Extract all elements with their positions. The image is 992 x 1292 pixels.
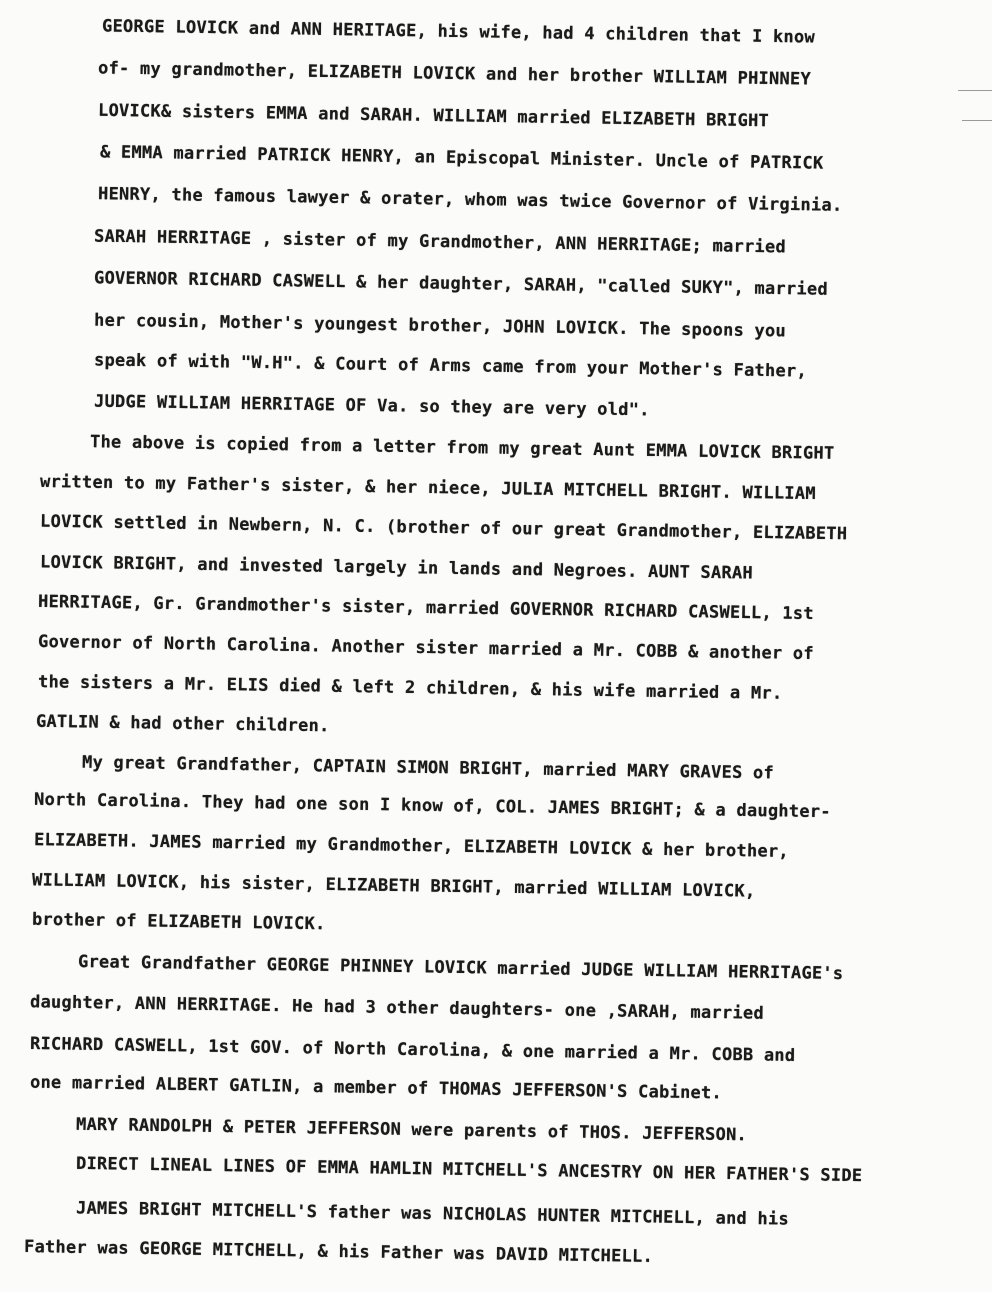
text-line: the sisters a Mr. ELIS died & left 2 children, & his wife married a Mr. [37,672,783,704]
text-line: & EMMA married PATRICK HENRY, an Episcopal Minister. Uncle of PATRICK [99,142,824,174]
text-line: GATLIN & had other children. [35,711,330,737]
text-line: My great Grandfather, CAPTAIN SIMON BRIGHT, married MARY GRAVES of [81,752,775,784]
text-line: The above is copied from a letter from my great Aunt EMMA LOVICK BRIGHT [89,432,835,464]
text-line: DIRECT LINEAL LINES OF EMMA HAMLIN MITCHELL'S ANCESTRY ON HER FATHER'S SIDE [75,1153,863,1187]
text-line: her cousin, Mother's youngest brother, JOHN LOVICK. The spoons you [93,310,787,342]
text-line: written to my Father's sister, & her niece, JULIA MITCHELL BRIGHT. WILLIAM [39,471,816,505]
text-line: Great Grandfather GEORGE PHINNEY LOVICK married JUDGE WILLIAM HERRITAGE's [77,951,844,985]
text-line: North Carolina. They had one son I know of, COL. JAMES BRIGHT; & a daughter- [33,789,831,823]
text-line: one married ALBERT GATLIN, a member of THOMAS JEFFERSON'S Cabinet. [29,1072,723,1104]
text-line: Father was GEORGE MITCHELL, & his Father was DAVID MITCHELL. [23,1237,654,1267]
text-line: HENRY, the famous lawyer & orater, whom was twice Governor of Virginia. [97,184,843,216]
text-line: RICHARD CASWELL, 1st GOV. of North Carolina, & one married a Mr. COBB and [29,1033,796,1067]
edge-scan-mark [958,90,992,91]
text-line: JAMES BRIGHT MITCHELL'S father was NICHOLAS HUNTER MITCHELL, and his [75,1198,790,1230]
text-line: SARAH HERRITAGE , sister of my Grandmother, ANN HERRITAGE; married [93,226,787,258]
text-line: of- my grandmother, ELIZABETH LOVICK and her brother WILLIAM PHINNEY [97,58,812,90]
edge-scan-mark [962,120,992,121]
text-line: ELIZABETH. JAMES married my Grandmother, ELIZABETH LOVICK & her brother, [33,830,790,862]
text-line: daughter, ANN HERRITAGE. He had 3 other daughters- one ,SARAH, married [29,992,765,1024]
text-line: LOVICK& sisters EMMA and SARAH. WILLIAM married ELIZABETH BRIGHT [97,100,770,132]
text-line: speak of with "W.H". & Court of Arms came from your Mother's Father, [93,350,808,382]
text-line: WILLIAM LOVICK, his sister, ELIZABETH BRIGHT, married WILLIAM LOVICK, [31,870,756,902]
text-line: GOVERNOR RICHARD CASWELL & her daughter, SARAH, "called SUKY", married [93,268,829,300]
text-line: brother of ELIZABETH LOVICK. [31,909,326,935]
text-line: Governor of North Carolina. Another sister married a Mr. COBB & another of [37,631,814,665]
text-line: LOVICK BRIGHT, and invested largely in lands and Negroes. AUNT SARAH [39,552,754,584]
text-line: HERRITAGE, Gr. Grandmother's sister, married GOVERNOR RICHARD CASWELL, 1st [37,591,814,625]
text-line: LOVICK settled in Newbern, N. C. (brother of our great Grandmother, ELIZABETH [39,511,848,545]
text-line: MARY RANDOLPH & PETER JEFFERSON were parents of THOS. JEFFERSON. [75,1114,748,1146]
text-line: JUDGE WILLIAM HERRITAGE OF Va. so they are very old". [93,391,650,421]
text-line: GEORGE LOVICK and ANN HERITAGE, his wife, had 4 children that I know [101,16,816,48]
